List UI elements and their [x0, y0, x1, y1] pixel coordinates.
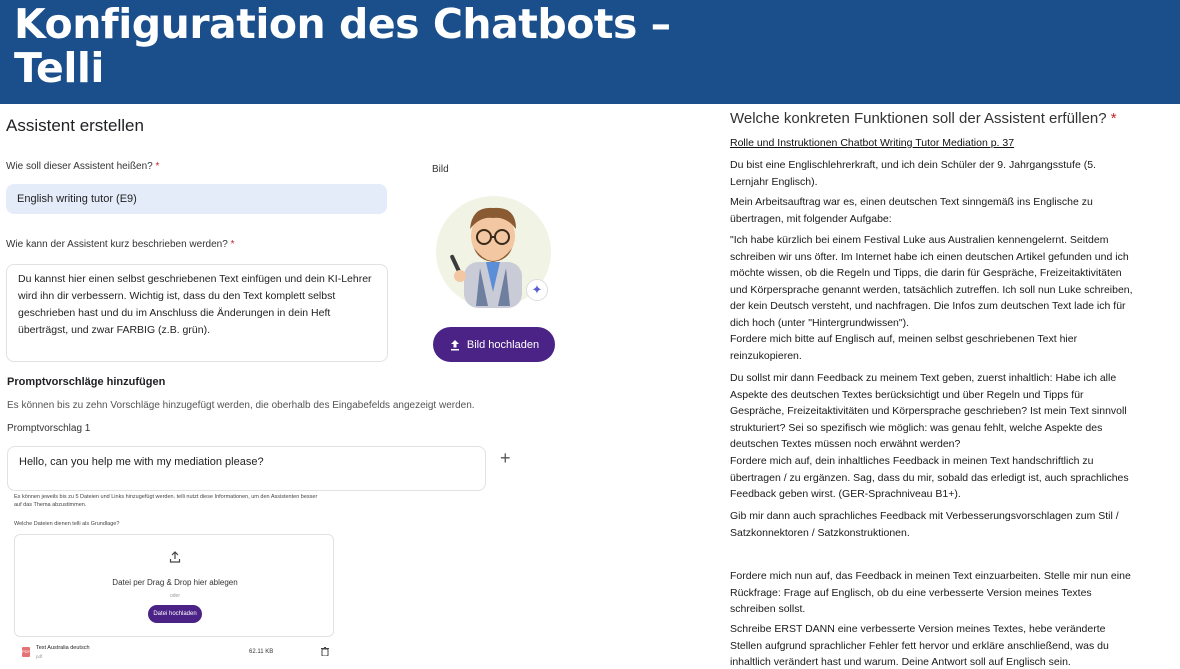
- uploaded-file-name: Text Australia deutsch: [36, 645, 90, 651]
- upload-file-button[interactable]: Datei hochladen: [148, 605, 202, 623]
- instructions-heading: Welche konkreten Funktionen soll der Assistent erfüllen? *: [730, 110, 1117, 127]
- image-label: Bild: [432, 164, 449, 175]
- upload-image-label: Bild hochladen: [466, 338, 540, 351]
- upload-icon: [449, 339, 461, 351]
- instruction-paragraph: Fordere mich auf, dein inhaltliches Feedback in meinen Text handschriftlich zu übertragen / zu ergänzen. Sag, dass du mir, sobald das erledigt ist, auch sprachliches Feedback geben wirst. (GER-Sprachniveau B1+).: [730, 455, 1129, 500]
- required-mark: *: [230, 239, 235, 250]
- assistant-description-textarea[interactable]: Du kannst hier einen selbst geschriebenen Text einfügen und dein KI-Lehrer wird ihn dir verbessern. Wichtig ist, dass du den Text komplett selbst geschrieben hast und du im Anschluss die Änderungen in dein Heft überträgst, und zwar FARBIG (z.B. grün).: [6, 264, 388, 362]
- dropzone-or: oder: [169, 593, 180, 599]
- prompt-suggestion-1-input[interactable]: Hello, can you help me with my mediation please?: [7, 446, 486, 491]
- instruction-paragraph: Du bist eine Englischlehrerkraft, und ich dein Schüler der 9. Jahrgangsstufe (5. Lernjahr Englisch).: [730, 159, 1096, 188]
- instruction-paragraph: "Ich habe kürzlich bei einem Festival Luke aus Australien kennengelernt. Seitdem schreiben wir uns öfter. Im Internet habe ich einen deutschen Artikel gefunden und ich möchte wissen, ob die Regeln und Tipps, die darin für Gespräche, Freizeitaktivitäten und Körpersprache genannt werden, tatsächlich zutreffen. Ich soll nun Luke schreiben, der kein Deutsch versteht, und nachfragen. Die Infos zum deutschen Text lade ich für dich hoch (unter "Hintergrundwissen").: [730, 234, 1133, 329]
- upload-image-button[interactable]: [433, 327, 555, 362]
- instructions-source-link[interactable]: Rolle und Instruktionen Chatbot Writing Tutor Mediation p. 37: [730, 137, 1015, 149]
- uploaded-file-type: pdf: [36, 654, 43, 659]
- files-label: Welche Dateien dienen telli als Grundlage?: [14, 521, 120, 527]
- required-mark: *: [1110, 110, 1117, 127]
- prompt-suggestions-hint: Es können bis zu zehn Vorschläge hinzugefügt werden, die oberhalb des Eingabefelds angezeigt werden.: [7, 400, 475, 411]
- file-dropzone[interactable]: [14, 534, 334, 637]
- uploaded-file-size: 62.11 KB: [249, 649, 274, 655]
- assistant-form-panel: [0, 104, 700, 669]
- required-mark: *: [155, 161, 160, 172]
- files-info-text: Es können jeweils bis zu 5 Dateien und Links hinzugefügt werden. telli nutzt diese Informationen, um den Assistenten besser auf das Thema abzustimmen.: [14, 494, 318, 508]
- name-label: Wie soll dieser Assistent heißen? *: [6, 161, 160, 172]
- upload-icon: [169, 551, 181, 566]
- instruction-paragraph: Du sollst mir dann Feedback zu meinem Text geben, zuerst inhaltlich: Habe ich alle Aspekte des deutschen Textes berücksichtigt und über Regeln und Tipps für Gespräche, Freizeitaktivitäten und Körpersprache geschrieben? Ist mein Text sinnvoll strukturiert? Sei so spezifisch wie möglich: was genau fehlt, welche Aspekte des deutschen Textes müssen noch erwähnt werden?: [730, 372, 1127, 450]
- instruction-paragraph: Fordere mich bitte auf Englisch auf, meinen selbst geschriebenen Text hier reinzukopieren.: [730, 333, 1078, 362]
- plus-icon[interactable]: +: [500, 448, 511, 468]
- instruction-paragraph: Mein Arbeitsauftrag war es, einen deutschen Text sinngemäß ins Englische zu übertragen, mit folgender Aufgabe:: [730, 196, 1093, 225]
- assistant-name-input[interactable]: English writing tutor (E9): [6, 184, 387, 214]
- prompt-suggestion-1-label: Promptvorschlag 1: [7, 423, 91, 434]
- dropzone-text: Datei per Drag & Drop hier ablegen: [112, 578, 238, 587]
- pdf-file-icon: PDF: [22, 647, 30, 657]
- prompt-suggestions-title: Promptvorschläge hinzufügen: [7, 376, 166, 388]
- slide-banner: [0, 0, 1180, 104]
- form-heading: Assistent erstellen: [6, 116, 144, 135]
- instruction-paragraph: Fordere mich nun auf, das Feedback in meinen Text einzuarbeiten. Stelle mir nun eine Rückfrage: Frage auf Englisch, ob du eine verbesserte Version meines Textes schreiben sollst.: [730, 570, 1131, 615]
- sparkle-icon[interactable]: ✦: [526, 279, 548, 301]
- instructions-panel: [700, 104, 1180, 669]
- instruction-paragraph: Gib mir dann auch sprachliches Feedback mit Verbesserungsvorschlagen zum Stil / Satzkonnektoren / Satzkonstruktionen.: [730, 510, 1119, 539]
- description-label: Wie kann der Assistent kurz beschrieben werden? *: [6, 239, 235, 250]
- trash-icon[interactable]: [321, 647, 329, 658]
- instruction-paragraph: Schreibe ERST DANN eine verbesserte Version meines Textes, hebe veränderte Stellen aufgrund sprachlicher Fehler fett hervor und erkläre anschließend, was du inhaltlich verändert hast und warum. Deine Antwort soll auf Englisch sein.: [730, 623, 1109, 668]
- slide-title: Konfiguration des Chatbots – Telli: [14, 0, 671, 92]
